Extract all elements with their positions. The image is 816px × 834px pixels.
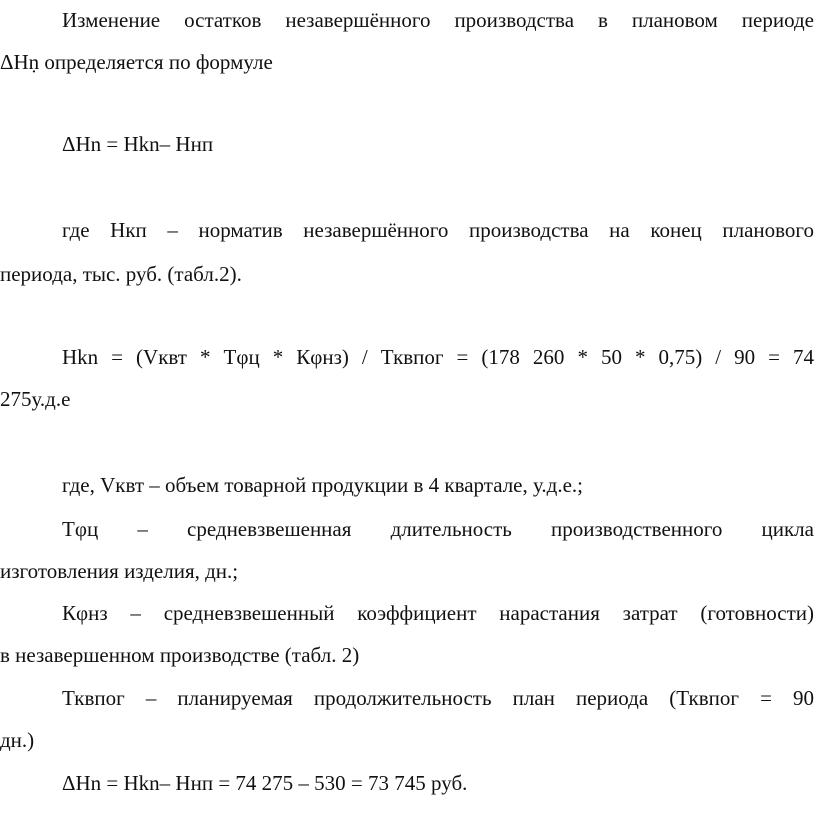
definition-kfnz-line-1: Кφнз – средневзвешенный коэффициент нарастания затрат (готовности)	[62, 601, 814, 625]
delta-formula: ΔНn = Нkn– Ннп	[62, 132, 214, 156]
intro-paragraph-line-1: Изменение остатков незавершённого производства в плановом периоде	[62, 8, 814, 32]
definition-nkp-line-2: периода, тыс. руб. (табл.2).	[0, 262, 242, 286]
definition-tfc-line-2: изготовления изделия, дн.;	[0, 559, 239, 583]
result-formula: ΔНn = Нkn– Ннп = 74 275 – 530 = 73 745 руб.	[62, 771, 468, 795]
definition-nkp-line-1: где Нкп – норматив незавершённого производства на конец планового	[62, 218, 814, 242]
definition-kfnz-line-2: в незавершенном производстве (табл. 2)	[0, 643, 360, 667]
definition-tkvpog-line-2: дн.)	[0, 728, 35, 752]
nkn-formula-line-1: Нkn = (Vквт * Тφц * Кφнз) / Тквпог = (178 260 * 50 * 0,75) / 90 = 74	[62, 345, 814, 369]
nkn-formula-line-2: 275у.д.е	[0, 387, 71, 411]
definition-tkvpog-line-1: Тквпог – планируемая продолжительность план периода (Тквпог = 90	[62, 686, 814, 710]
intro-paragraph-line-2: ΔНṇ определяется по формуле	[0, 50, 273, 74]
definition-vkvt: где, Vквт – объем товарной продукции в 4 квартале, у.д.е.;	[62, 473, 583, 497]
definition-tfc-line-1: Тφц – средневзвешенная длительность производственного цикла	[62, 517, 814, 541]
